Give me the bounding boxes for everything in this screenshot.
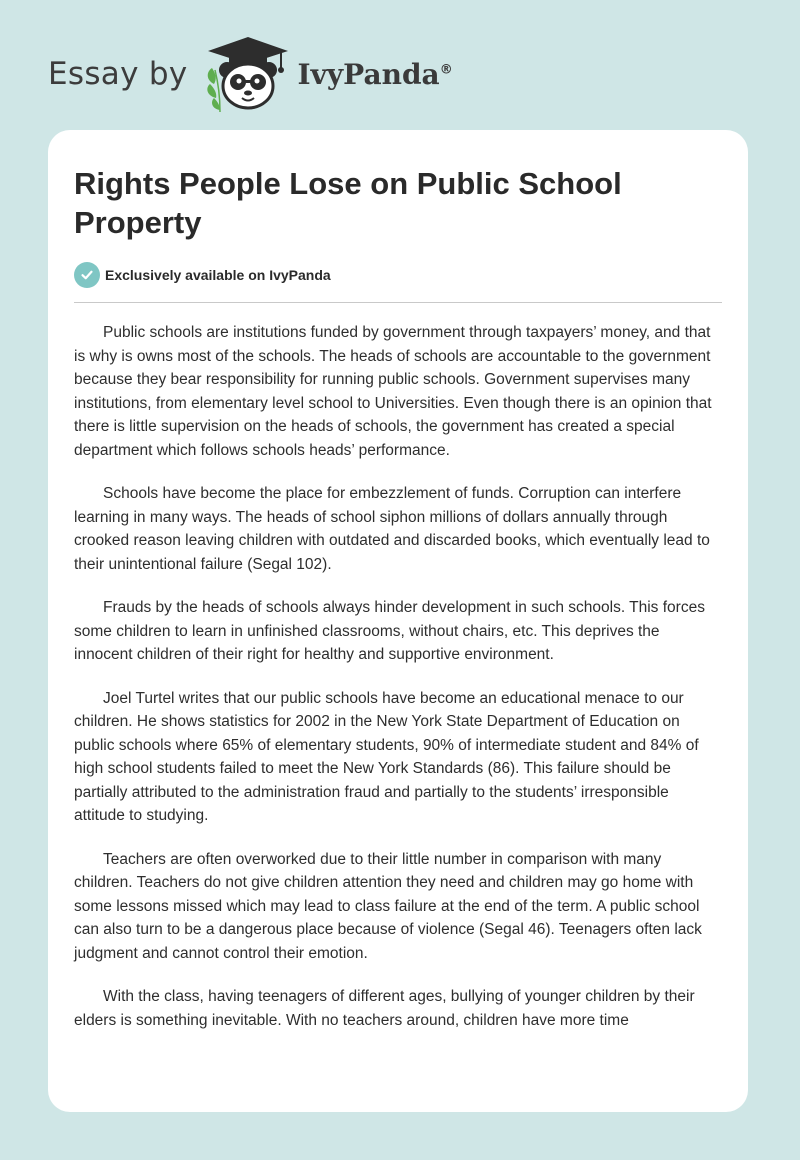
- paragraph: Frauds by the heads of schools always hinder development in such schools. This forces some children to learn in unfinished classrooms, without chairs, etc. This deprives the innocent children of their right for healthy and supportive environment.: [74, 599, 705, 663]
- exclusive-badge: [74, 262, 722, 303]
- page-title: Rights People Lose on Public School Property: [74, 166, 622, 240]
- paragraph: Joel Turtel writes that our public schools have become an educational menace to our children. He shows statistics for 2002 in the New York State Department of Education on public schools where 65% of elementary students, 90% of intermediate student and 84% of high school students failed to meet the New York Standards (86). This failure should be partially attributed to the administration fraud and partially to the students’ irresponsible attitude to studying.: [74, 689, 699, 824]
- essay-body: [74, 321, 722, 1032]
- brand-prefix: Essay by: [48, 56, 188, 92]
- exclusive-label: Exclusively available on IvyPanda: [105, 267, 331, 283]
- essay-card: [48, 130, 748, 1112]
- paragraph: With the class, having teenagers of different ages, bullying of younger children by their elders is something inevitable. With no teachers around, children have more time: [74, 988, 695, 1029]
- paragraph: Schools have become the place for embezzlement of funds. Corruption can interfere learning in many ways. The heads of school siphon millions of dollars annually through crooked reason leaving children with outdated and discarded books, which eventually lead to their unintentional failure (Segal 102).: [74, 485, 710, 573]
- check-icon: [74, 262, 100, 288]
- registered-mark: ®: [439, 62, 453, 78]
- paragraph: Public schools are institutions funded by government through taxpayers’ money, and that is why is owns most of the schools. The heads of schools are accountable to the government because they bear responsibility for running public schools. Government supervises many institutions, from elementary level school to Universities. Even though there is an opinion that there is little supervision on the heads of schools, the government has created a special department which follows schools heads’ performance.: [74, 324, 712, 459]
- panda-graduate-icon: [202, 34, 294, 114]
- paragraph: Teachers are often overworked due to their little number in comparison with many children. Teachers do not give children attention they need and children may go home with some lessons missed which may lead to class failure at the end of the term. A public school can also turn to be a dangerous place because of violence (Segal 46). Teenagers often lack judgment and cannot control their emotion.: [74, 850, 702, 962]
- brand-name: [298, 58, 453, 91]
- brand-name-text: IvyPanda: [297, 57, 440, 91]
- brand-header: [48, 34, 453, 114]
